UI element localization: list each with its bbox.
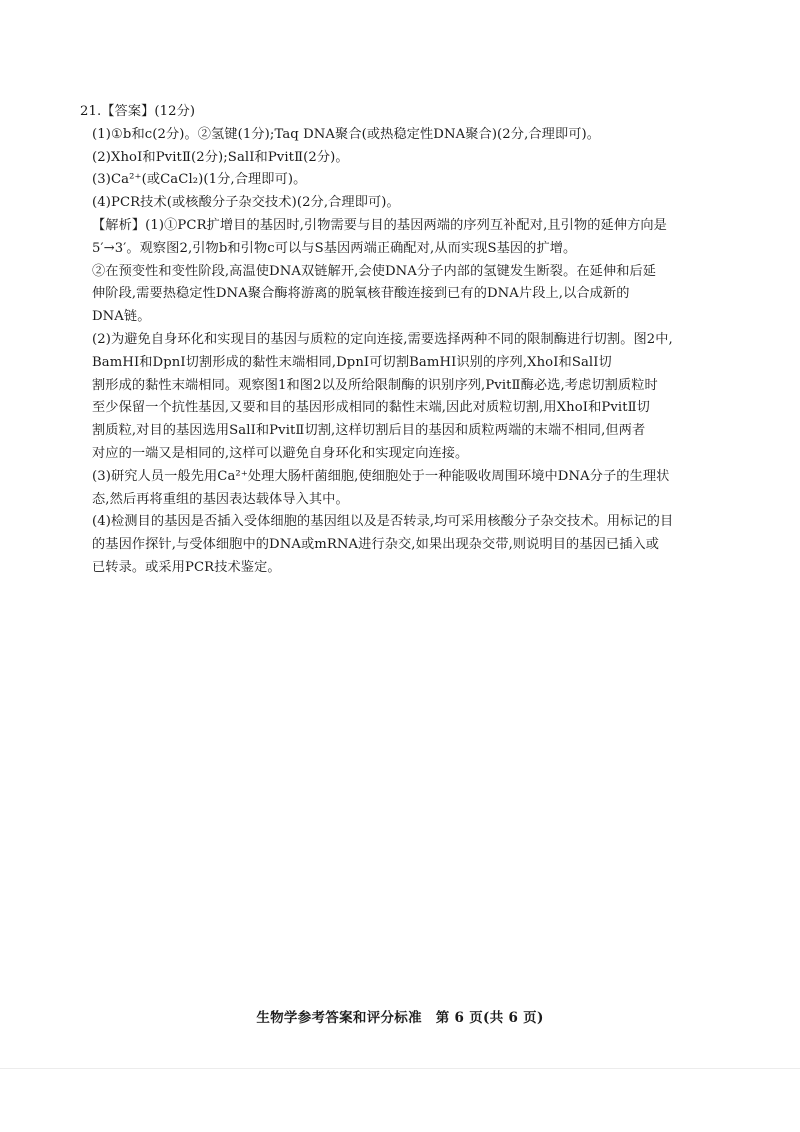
analysis-line: 至少保留一个抗性基因,又要和目的基因形成相同的黏性末端,因此对质粒切割,用XhoⅠ和PvitⅡ切 (92, 400, 650, 416)
page-footer: 生物学参考答案和评分标准 第 6 页(共 6 页) (256, 1010, 544, 1026)
analysis-line: 对应的一端又是相同的,这样可以避免自身环化和实现定向连接。 (92, 445, 469, 461)
analysis-line: ②在预变性和变性阶段,高温使DNA双链解开,会使DNA分子内部的氢键发生断裂。在延伸和后延 (92, 263, 657, 279)
bottom-divider (0, 1068, 800, 1069)
analysis-line: 的基因作探针,与受体细胞中的DNA或mRNA进行杂交,如果出现杂交带,则说明目的基因已插入或 (92, 537, 660, 553)
analysis-line: 态,然后再将重组的基因表达载体导入其中。 (92, 491, 349, 507)
answer-section (80, 101, 720, 580)
analysis-line: 伸阶段,需要热稳定性DNA聚合酶将游离的脱氧核苷酸连接到已有的DNA片段上,以合成新的 (92, 286, 630, 302)
answer-line-2: (2)XhoⅠ和PvitⅡ(2分);SalⅠ和PvitⅡ(2分)。 (92, 149, 349, 165)
answer-line-4: (4)PCR技术(或核酸分子杂交技术)(2分,合理即可)。 (92, 195, 400, 211)
analysis-line: 割形成的黏性末端相同。观察图1和图2以及所给限制酶的识别序列,PvitⅡ酶必选,考虑切割质粒时 (92, 377, 658, 393)
analysis-line: BamHⅠ和DpnⅠ切割形成的黏性末端相同,DpnⅠ可切割BamHⅠ识别的序列,XhoⅠ和SalⅠ切 (92, 354, 612, 370)
analysis-line: (3)研究人员一般先用Ca²⁺处理大肠杆菌细胞,使细胞处于一种能吸收周围环境中DNA分子的生理状 (92, 468, 670, 484)
analysis-line: 割质粒,对目的基因选用SalⅠ和PvitⅡ切割,这样切割后目的基因和质粒两端的末端不相同,但两者 (92, 423, 646, 439)
question-heading: 21.【答案】(12分) (80, 104, 196, 119)
analysis-line: (2)为避免自身环化和实现目的基因与质粒的定向连接,需要选择两种不同的限制酶进行切割。图2中, (92, 331, 673, 347)
analysis-line: DNA链。 (92, 309, 151, 325)
answer-line-1: (1)①b和c(2分)。②氢键(1分);Taq DNA聚合(或热稳定性DNA聚合)(2分,合理即可)。 (92, 126, 601, 142)
analysis-line: 已转录。或采用PCR技术鉴定。 (92, 559, 281, 575)
analysis-line: (4)检测目的基因是否插入受体细胞的基因组以及是否转录,均可采用核酸分子杂交技术。用标记的目 (92, 514, 674, 530)
analysis-line: 5′→3′。观察图2,引物b和引物c可以与S基因两端正确配对,从而实现S基因的扩增。 (92, 240, 577, 256)
answer-line-3: (3)Ca²⁺(或CaCl₂)(1分,合理即可)。 (92, 172, 307, 188)
analysis-line: 【解析】(1)①PCR扩增目的基因时,引物需要与目的基因两端的序列互补配对,且引物的延伸方向是 (92, 217, 667, 233)
